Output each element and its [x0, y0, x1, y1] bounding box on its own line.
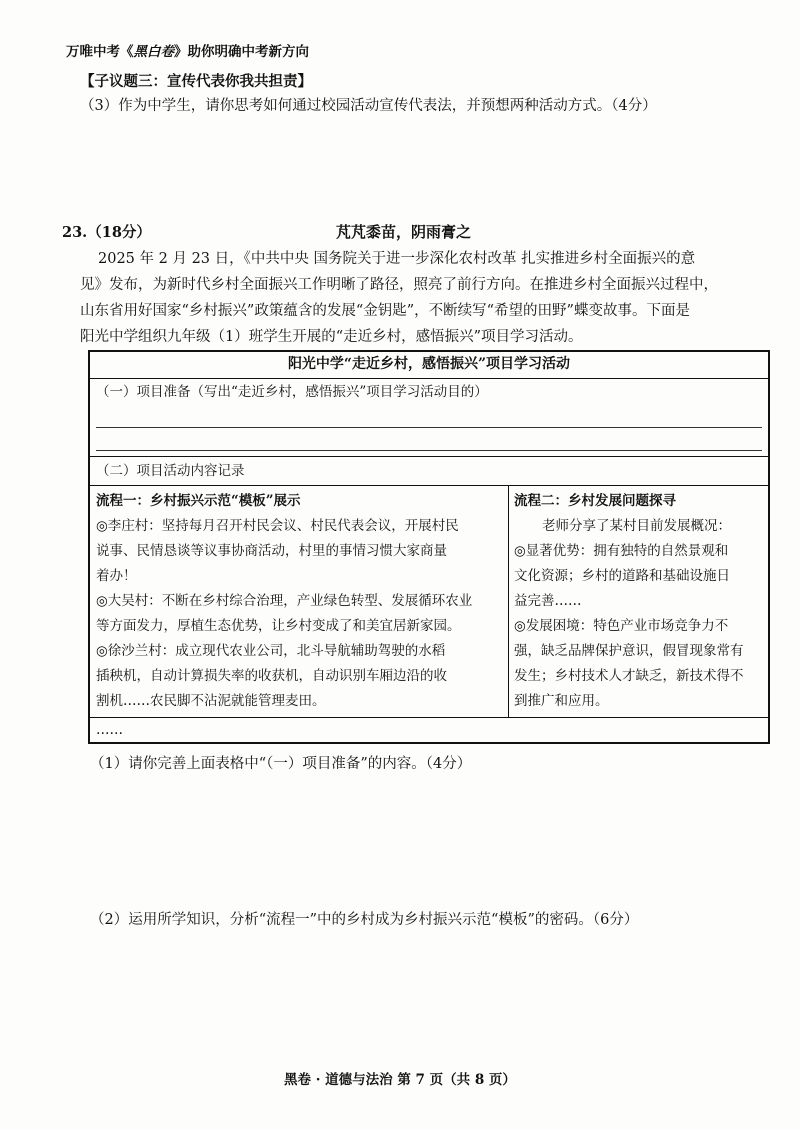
table-divider	[90, 717, 768, 718]
question-23-1: （1）请你完善上面表格中“（一）项目准备”的内容。（4分）	[90, 756, 472, 772]
column-divider	[508, 485, 509, 717]
answer-line[interactable]	[96, 427, 762, 428]
process-1-line: 着办！	[96, 568, 137, 584]
process-1-line: ◎李庄村：坚持每月召开村民会议、村民代表会议，开展村民	[96, 518, 459, 534]
sub-topic-3-title: 【子议题三：宣传代表你我共担责】	[80, 73, 312, 90]
table-section-1-label: （一）项目准备（写出“走近乡村，感悟振兴”项目学习活动目的）	[96, 384, 488, 400]
tagline-suffix: 》助你明确中考新方向	[174, 44, 309, 60]
process-2-line: ◎显著优势：拥有独特的自然景观和	[514, 543, 729, 559]
activity-table	[88, 350, 770, 744]
header-tagline	[66, 40, 309, 60]
process-1-line: 插秧机，自动计算损失率的收获机，自动识别车厢边沿的收	[96, 668, 447, 684]
question-23-paragraph-line: 见》发布，为新时代乡村全面振兴工作明晰了路径，照亮了前行方向。在推进乡村全面振兴过程中，	[80, 277, 718, 293]
process-1-line: ◎大吴村：不断在乡村综合治理，产业绿色转型、发展循环农业	[96, 593, 473, 609]
table-divider	[90, 485, 768, 486]
process-2-line: 文化资源；乡村的道路和基础设施日	[514, 568, 730, 584]
process-1-line: 等方面发力，厚植生态优势，让乡村变成了和美宜居新家园。	[96, 618, 461, 634]
tagline-brand: 黑白卷	[133, 44, 174, 60]
process-2-line: 到推广和应用。	[514, 693, 609, 709]
process-2-line: 发生；乡村技术人才缺乏，新技术得不	[514, 668, 744, 684]
table-divider	[90, 378, 768, 379]
answer-line[interactable]	[96, 450, 762, 451]
table-title: 阳光中学“走近乡村，感悟振兴”项目学习活动	[287, 356, 571, 372]
process-2-line: 强，缺乏品牌保护意识，假冒现象常有	[514, 643, 744, 659]
process-1-line: 割机……农民脚不沾泥就能管理麦田。	[96, 693, 326, 709]
process-1-line: 说事、民情恳谈等议事协商活动，村里的事情习惯大家商量	[96, 543, 447, 559]
question-23-paragraph-line: 阳光中学组织九年级（1）班学生开展的“走近乡村，感悟振兴”项目学习活动。	[80, 329, 583, 345]
process-1-heading: 流程一：乡村振兴示范“模板”展示	[96, 493, 301, 509]
question-23-paragraph-line: 2025 年 2 月 23 日，《中共中央 国务院关于进一步深化农村改革 扎实推进乡村全面振兴的意	[98, 251, 696, 267]
question-23-title: 芃芃黍苗，阴雨膏之	[336, 223, 472, 241]
question-23-2: （2）运用所学知识，分析“流程一”中的乡村成为乡村振兴示范“模板”的密码。（6分）	[90, 912, 639, 928]
question-23-paragraph-line: 山东省用好国家“乡村振兴”政策蕴含的发展“金钥匙”，不断续写“希望的田野”蝶变故事。下面是	[80, 303, 690, 319]
process-2-line: 益完善……	[514, 593, 582, 609]
page-footer: 黑卷 · 道德与法治 第 7 页（共 8 页）	[284, 1072, 516, 1088]
sub-topic-3-question: （3）作为中学生，请你思考如何通过校园活动宣传代表法，并预想两种活动方式。（4分）	[80, 98, 657, 114]
question-23-number: 23.（18分）	[62, 224, 151, 241]
table-section-2-label: （二）项目活动内容记录	[96, 463, 245, 479]
process-2-line: ◎发展困境：特色产业市场竞争力不	[514, 618, 729, 634]
tagline-prefix: 万唯中考《	[66, 44, 134, 60]
process-2-line: 老师分享了某村目前发展概况：	[542, 518, 731, 534]
table-ellipsis: ……	[96, 722, 123, 738]
table-divider	[90, 456, 768, 457]
process-1-line: ◎徐沙兰村：成立现代农业公司，北斗导航辅助驾驶的水稻	[96, 643, 446, 659]
process-2-heading: 流程二：乡村发展问题探寻	[514, 493, 676, 509]
